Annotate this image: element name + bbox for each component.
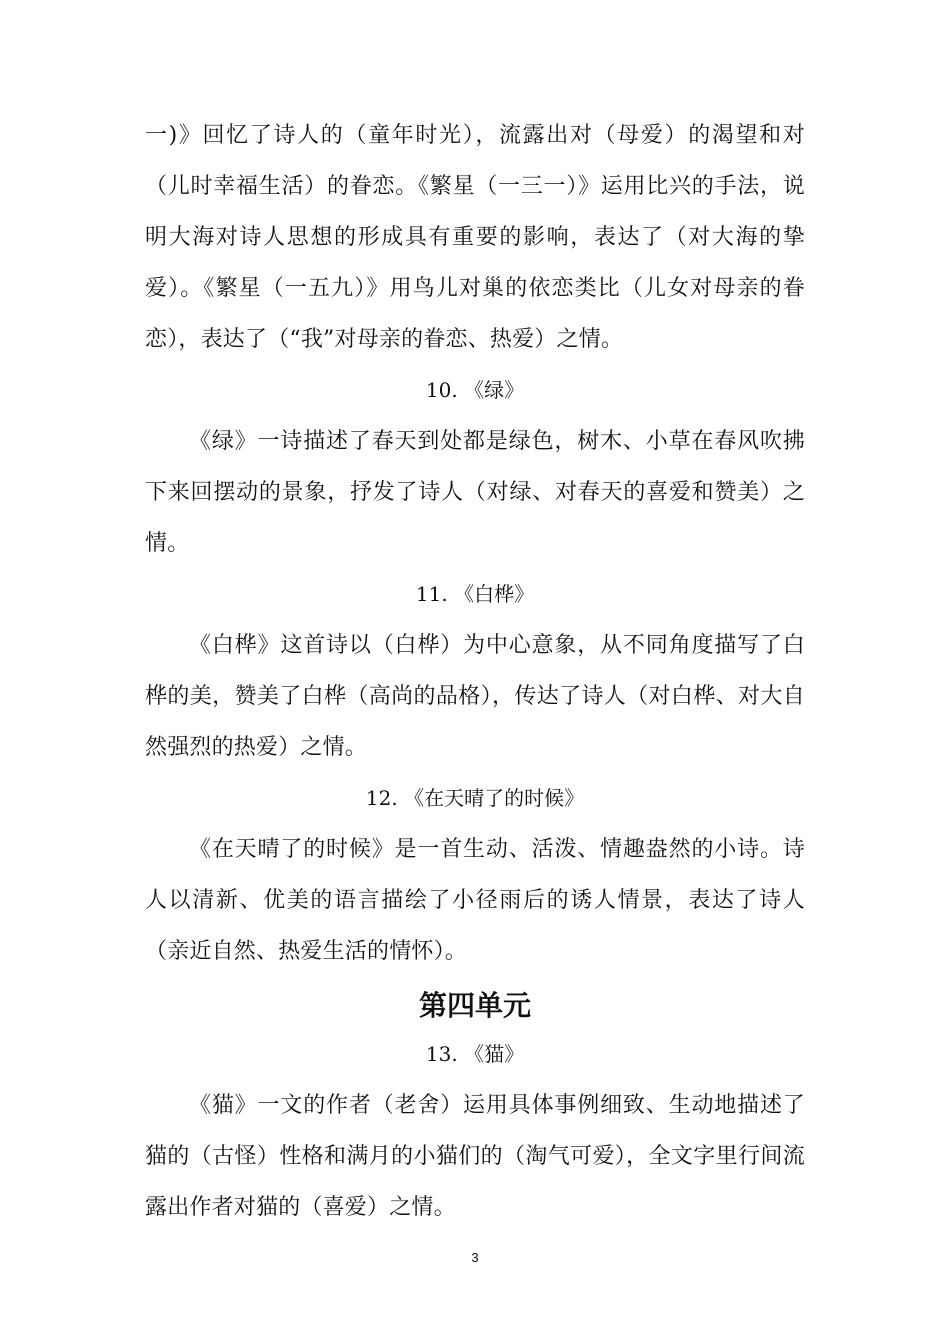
document-body	[145, 110, 805, 1233]
paragraph-mao: 《猫》一文的作者（老舍）运用具体事例细致、生动地描述了猫的（古怪）性格和满月的小猫们的（淘气可爱），全文字里行间流露出作者对猫的（喜爱）之情。	[145, 1093, 805, 1220]
section-heading-mao: 13. 《猫》	[425, 1042, 525, 1066]
unit-heading: 第四单元	[418, 989, 531, 1022]
page-number: 3	[471, 1250, 479, 1265]
section-heading-baihua: 11. 《白桦》	[415, 582, 535, 606]
paragraph-fanxing-continued: 一)》回忆了诗人的（童年时光），流露出对（母爱）的渴望和对（儿时幸福生活）的眷恋。《繁星（一三一）》运用比兴的手法，说明大海对诗人思想的形成具有重要的影响，表达了（对大海的挚爱）。《繁星（一五九）》用鸟儿对巢的依恋类比（儿女对母亲的眷恋），表达了（“我”对母亲的眷恋、热爱）之情。	[145, 123, 805, 352]
section-heading-tianqing: 12. 《在天晴了的时候》	[365, 786, 585, 810]
paragraph-lv: 《绿》一诗描述了春天到处都是绿色，树木、小草在春风吹拂下来回摆动的景象，抒发了诗人（对绿、对春天的喜爱和赞美）之情。	[145, 429, 805, 556]
paragraph-baihua: 《白桦》这首诗以（白桦）为中心意象，从不同角度描写了白桦的美，赞美了白桦（高尚的品格），传达了诗人（对白桦、对大自然强烈的热爱）之情。	[145, 633, 805, 760]
section-heading-lv: 10. 《绿》	[425, 378, 525, 402]
paragraph-tianqing: 《在天晴了的时候》是一首生动、活泼、情趣盎然的小诗。诗人以清新、优美的语言描绘了小径雨后的诱人情景，表达了诗人（亲近自然、热爱生活的情怀）。	[145, 837, 805, 964]
